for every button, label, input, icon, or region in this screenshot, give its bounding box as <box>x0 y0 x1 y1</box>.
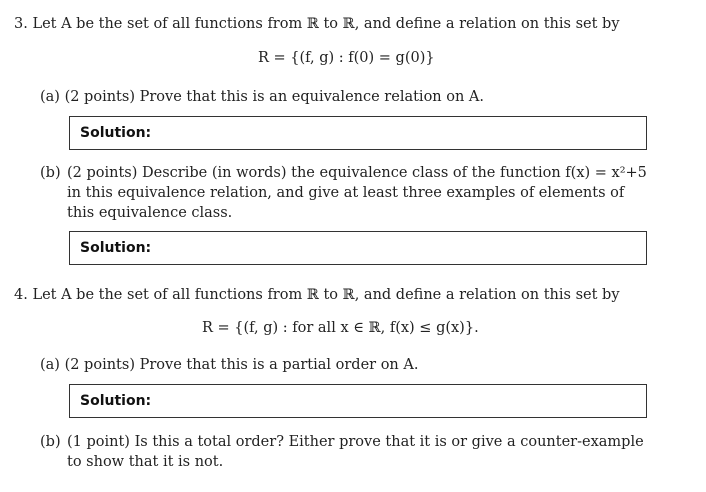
q4-intro: 4. Let A be the set of all functions from ℝ to ℝ, and define a relation on this set by <box>14 287 620 303</box>
q4-part-a: (a) (2 points) Prove that this is a partial order on A. <box>40 357 419 373</box>
q3-a-solution-box[interactable] <box>69 116 647 150</box>
q3-intro: 3. Let A be the set of all functions from ℝ to ℝ, and define a relation on this set by <box>14 16 620 32</box>
solution-label: Solution: <box>80 240 152 256</box>
q4-part-b-label: (b) <box>40 434 61 450</box>
q3-part-b-label: (b) <box>40 165 61 181</box>
solution-label: Solution: <box>80 125 152 141</box>
q3-b-solution-box[interactable] <box>69 231 647 265</box>
solution-label: Solution: <box>80 393 152 409</box>
q4-part-b: (1 point) Is this a total order? Either prove that it is or give a counter-example to show that it is not. <box>67 434 644 470</box>
q3-relation: R = {(f, g) : f(0) = g(0)} <box>258 50 435 66</box>
q4-relation: R = {(f, g) : for all x ∈ ℝ, f(x) ≤ g(x)}. <box>202 320 479 336</box>
q3-part-a: (a) (2 points) Prove that this is an equivalence relation on A. <box>40 89 484 105</box>
q3-part-b: (2 points) Describe (in words) the equivalence class of the function f(x) = x²+5 in this equivalence relation, and give at least three examples of elements of this equivalence class. <box>67 165 647 221</box>
q4-a-solution-box[interactable] <box>69 384 647 418</box>
